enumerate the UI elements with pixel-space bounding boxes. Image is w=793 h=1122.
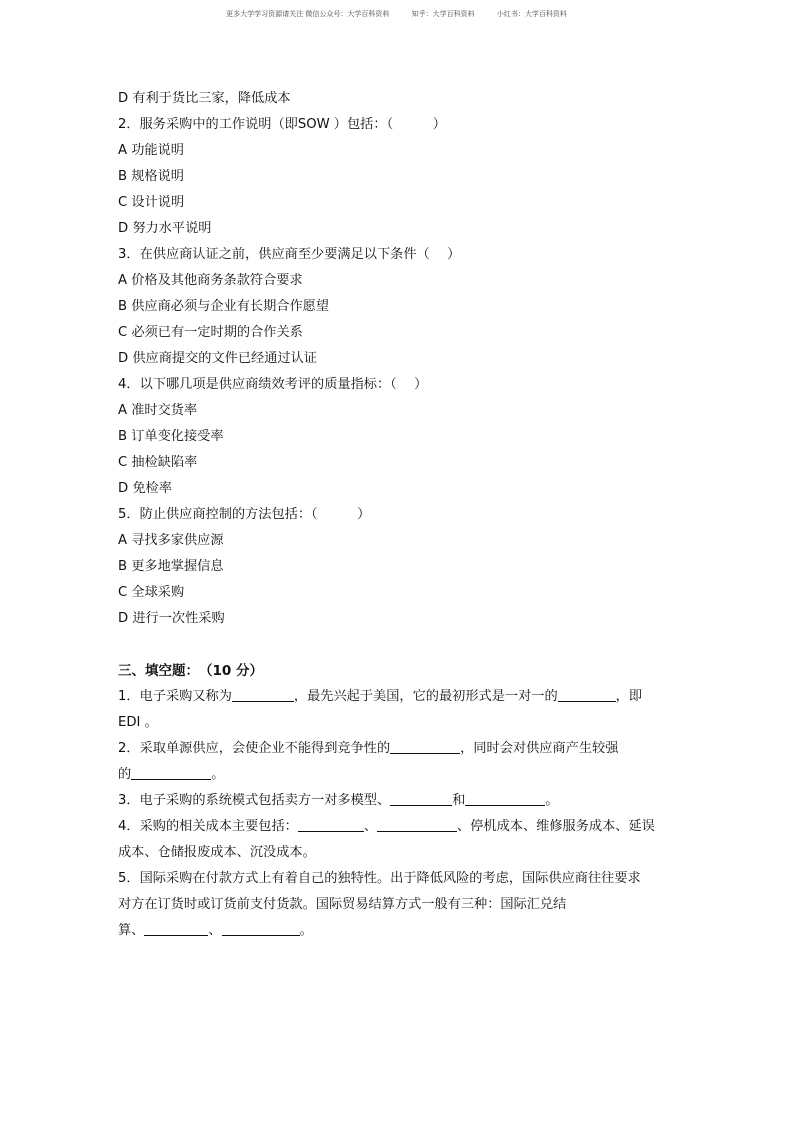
q2-text-c: 的 <box>118 767 132 782</box>
q4-text-d: 成本、仓储报废成本、沉没成本。 <box>118 845 316 860</box>
fill-question-1 <box>118 684 678 736</box>
answer-option: A 寻找多家供应源 <box>118 533 224 548</box>
answer-option: D 免检率 <box>118 481 172 496</box>
answer-blank[interactable] <box>232 688 294 702</box>
q4-text-a: 4．采购的相关成本主要包括： <box>118 819 298 834</box>
q1-text-a: 1．电子采购又称为 <box>118 689 232 704</box>
answer-option: C 全球采购 <box>118 585 185 600</box>
answer-blank[interactable] <box>377 818 457 832</box>
fill-in-section <box>118 684 678 944</box>
fill-question-2 <box>118 736 678 788</box>
answer-blank[interactable] <box>390 740 460 754</box>
answer-blank[interactable] <box>144 922 208 936</box>
q3-text-c: 。 <box>545 793 559 808</box>
answer-blank[interactable] <box>465 792 545 806</box>
fill-question-4 <box>118 814 678 866</box>
section-title-fill-in: 三、填空题： （10 分） <box>118 663 263 679</box>
answer-blank[interactable] <box>390 792 452 806</box>
q5-text-a: 5．国际采购在付款方式上有着自己的独特性。出于降低风险的考虑，国际供应商往往要求 <box>118 871 641 886</box>
answer-option: A 准时交货率 <box>118 403 198 418</box>
answer-blank[interactable] <box>131 766 211 780</box>
answer-option: B 规格说明 <box>118 169 184 184</box>
page-header <box>0 9 793 19</box>
answer-option: A 价格及其他商务条款符合要求 <box>118 273 303 288</box>
q3-text-b: 和 <box>452 793 466 808</box>
question-stem: 3．在供应商认证之前，供应商至少要满足以下条件（ ） <box>118 247 461 262</box>
answer-option: A 功能说明 <box>118 143 184 158</box>
answer-option: D 有利于货比三家，降低成本 <box>118 91 291 106</box>
fill-question-3 <box>118 788 678 814</box>
q1-text-d: EDI 。 <box>118 715 158 730</box>
answer-option: C 抽检缺陷率 <box>118 455 198 470</box>
q1-text-c: ，即 <box>615 689 643 704</box>
answer-option: B 订单变化接受率 <box>118 429 224 444</box>
q2-text-d: 。 <box>211 767 225 782</box>
q5-text-e: 。 <box>299 923 313 938</box>
answer-blank[interactable] <box>298 818 364 832</box>
answer-option: C 必须已有一定时期的合作关系 <box>118 325 303 340</box>
answer-blank[interactable] <box>558 688 616 702</box>
multiple-choice-section <box>118 86 678 632</box>
question-stem: 4．以下哪几项是供应商绩效考评的质量指标：（ ） <box>118 377 428 392</box>
header-note-xiaohongshu: 小红书：大学百科资料 <box>496 10 567 18</box>
header-note-wechat: 更多大学学习资源请关注 微信公众号：大学百科资料 <box>226 10 390 18</box>
q5-text-b: 对方在订货时或订货前支付货款。国际贸易结算方式一般有三种：国际汇兑结 <box>118 897 567 912</box>
q1-text-b: ，最先兴起于美国，它的最初形式是一对一的 <box>293 689 558 704</box>
answer-option: B 供应商必须与企业有长期合作愿望 <box>118 299 330 314</box>
q2-text-b: ，同时会对供应商产生较强 <box>460 741 619 756</box>
answer-option: D 努力水平说明 <box>118 221 212 236</box>
q2-text-a: 2．采取单源供应，会使企业不能得到竞争性的 <box>118 741 391 756</box>
fill-question-5 <box>118 866 678 944</box>
question-stem: 2．服务采购中的工作说明（即SOW ）包括：（ ） <box>118 117 446 132</box>
header-note-zhihu: 知乎：大学百科资料 <box>411 10 475 18</box>
q3-text-a: 3．电子采购的系统模式包括卖方一对多模型、 <box>118 793 391 808</box>
answer-option: D 进行一次性采购 <box>118 611 225 626</box>
answer-blank[interactable] <box>222 922 300 936</box>
answer-option: D 供应商提交的文件已经通过认证 <box>118 351 317 366</box>
answer-option: B 更多地掌握信息 <box>118 559 224 574</box>
q4-text-b: 、 <box>363 819 378 834</box>
q4-text-c: 、停机成本、维修服务成本、延误 <box>457 819 655 834</box>
q5-text-d: 、 <box>208 923 222 938</box>
question-stem: 5．防止供应商控制的方法包括：（ ） <box>118 507 371 522</box>
answer-option: C 设计说明 <box>118 195 185 210</box>
q5-text-c: 算、 <box>118 923 145 938</box>
document-body <box>118 86 678 944</box>
